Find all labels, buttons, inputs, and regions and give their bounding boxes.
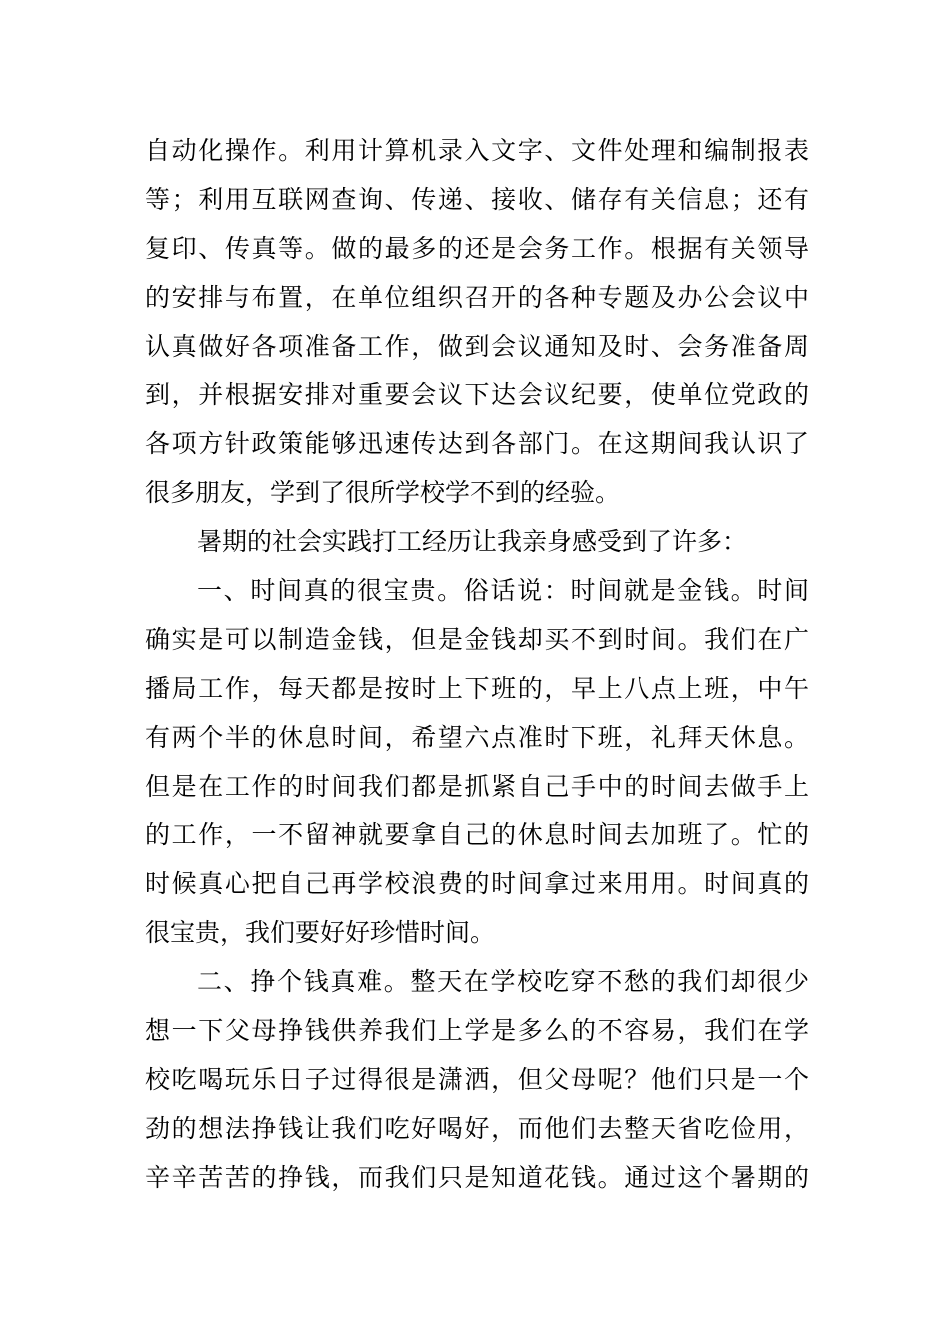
text-line: 到，并根据安排对重要会议下达会议纪要，使单位党政的 — [145, 380, 809, 410]
text-line: 各项方针政策能够迅速传达到各部门。在这期间我认识了 — [145, 429, 809, 459]
text-line: 校吃喝玩乐日子过得很是潇洒，但父母呢？他们只是一个 — [145, 1064, 809, 1094]
text-line: 辛辛苦苦的挣钱，而我们只是知道花钱。通过这个暑期的 — [145, 1162, 809, 1192]
text-line: 但是在工作的时间我们都是抓紧自己手中的时间去做手上 — [145, 771, 809, 801]
text-line: 劲的想法挣钱让我们吃好喝好，而他们去整天省吃俭用， — [145, 1113, 809, 1143]
text-line: 确实是可以制造金钱，但是金钱却买不到时间。我们在广 — [145, 624, 809, 654]
text-line: 一、时间真的很宝贵。俗话说：时间就是金钱。时间 — [197, 576, 809, 606]
text-line: 暑期的社会实践打工经历让我亲身感受到了许多： — [197, 527, 748, 557]
text-line: 播局工作，每天都是按时上下班的，早上八点上班，中午 — [145, 673, 809, 703]
text-line: 复印、传真等。做的最多的还是会务工作。根据有关领导 — [145, 233, 809, 263]
text-line: 想一下父母挣钱供养我们上学是多么的不容易，我们在学 — [145, 1016, 809, 1046]
text-line: 有两个半的休息时间，希望六点准时下班，礼拜天休息。 — [145, 722, 809, 752]
text-line: 的工作，一不留神就要拿自己的休息时间去加班了。忙的 — [145, 820, 809, 850]
text-line: 二、挣个钱真难。整天在学校吃穿不愁的我们却很少 — [197, 967, 809, 997]
document-body-text — [145, 127, 809, 1203]
text-line: 等；利用互联网查询、传递、接收、储存有关信息；还有 — [145, 184, 809, 214]
text-line: 自动化操作。利用计算机录入文字、文件处理和编制报表 — [145, 136, 809, 165]
text-line: 很多朋友，学到了很所学校学不到的经验。 — [145, 478, 621, 508]
text-line: 的安排与布置，在单位组织召开的各种专题及办公会议中 — [145, 282, 809, 312]
text-line: 时候真心把自己再学校浪费的时间拿过来用用。时间真的 — [145, 869, 809, 899]
text-line: 认真做好各项准备工作，做到会议通知及时、会务准备周 — [145, 331, 809, 361]
text-line: 很宝贵，我们要好好珍惜时间。 — [145, 918, 496, 948]
